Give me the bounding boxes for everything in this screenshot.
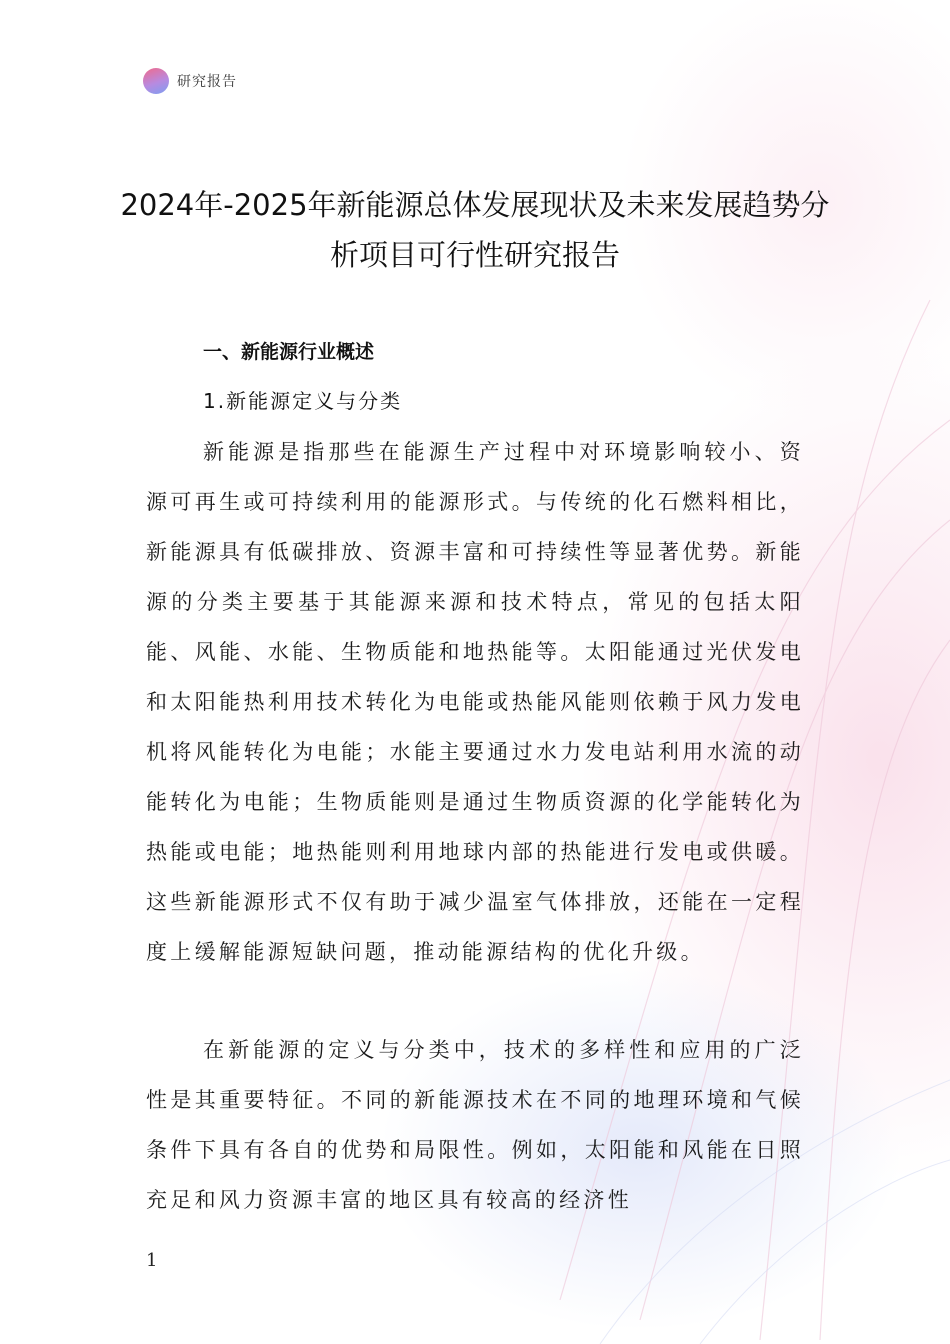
page-number: 1 [146, 1250, 158, 1271]
section-heading: 一、新能源行业概述 [203, 341, 375, 363]
paragraph: 新能源是指那些在能源生产过程中对环境影响较小、资源可再生或可持续利用的能源形式。与传统的化石燃料相比，新能源具有低碳排放、资源丰富和可持续性等显著优势。新能源的分类主要基于其能源来源和技术特点，常见的包括太阳能、风能、水能、生物质能和地热能等。太阳能通过光伏发电和太阳能热利用技术转化为电能或热能风能则依赖于风力发电机将风能转化为电能；水能主要通过水力发电站利用水流的动能转化为电能；生物质能则是通过生物质资源的化学能转化为热能或电能；地热能则利用地球内部的热能进行发电或供暖。这些新能源形式不仅有助于减少温室气体排放，还能在一定程度上缓解能源短缺问题，推动能源结构的优化升级。 [146, 440, 804, 964]
header-label: 研究报告 [177, 74, 237, 90]
page-header [143, 66, 237, 96]
logo-circle-icon [143, 68, 169, 94]
paragraph: 在新能源的定义与分类中，技术的多样性和应用的广泛性是其重要特征。不同的新能源技术在不同的地理环境和气候条件下具有各自的优势和局限性。例如，太阳能和风能在日照充足和风力资源丰富的地区具有较高的经济性 [146, 1038, 804, 1212]
document-title: 2024年-2025年新能源总体发展现状及未来发展趋势分析项目可行性研究报告 [120, 188, 830, 272]
sub-heading: 1.新能源定义与分类 [203, 389, 403, 413]
